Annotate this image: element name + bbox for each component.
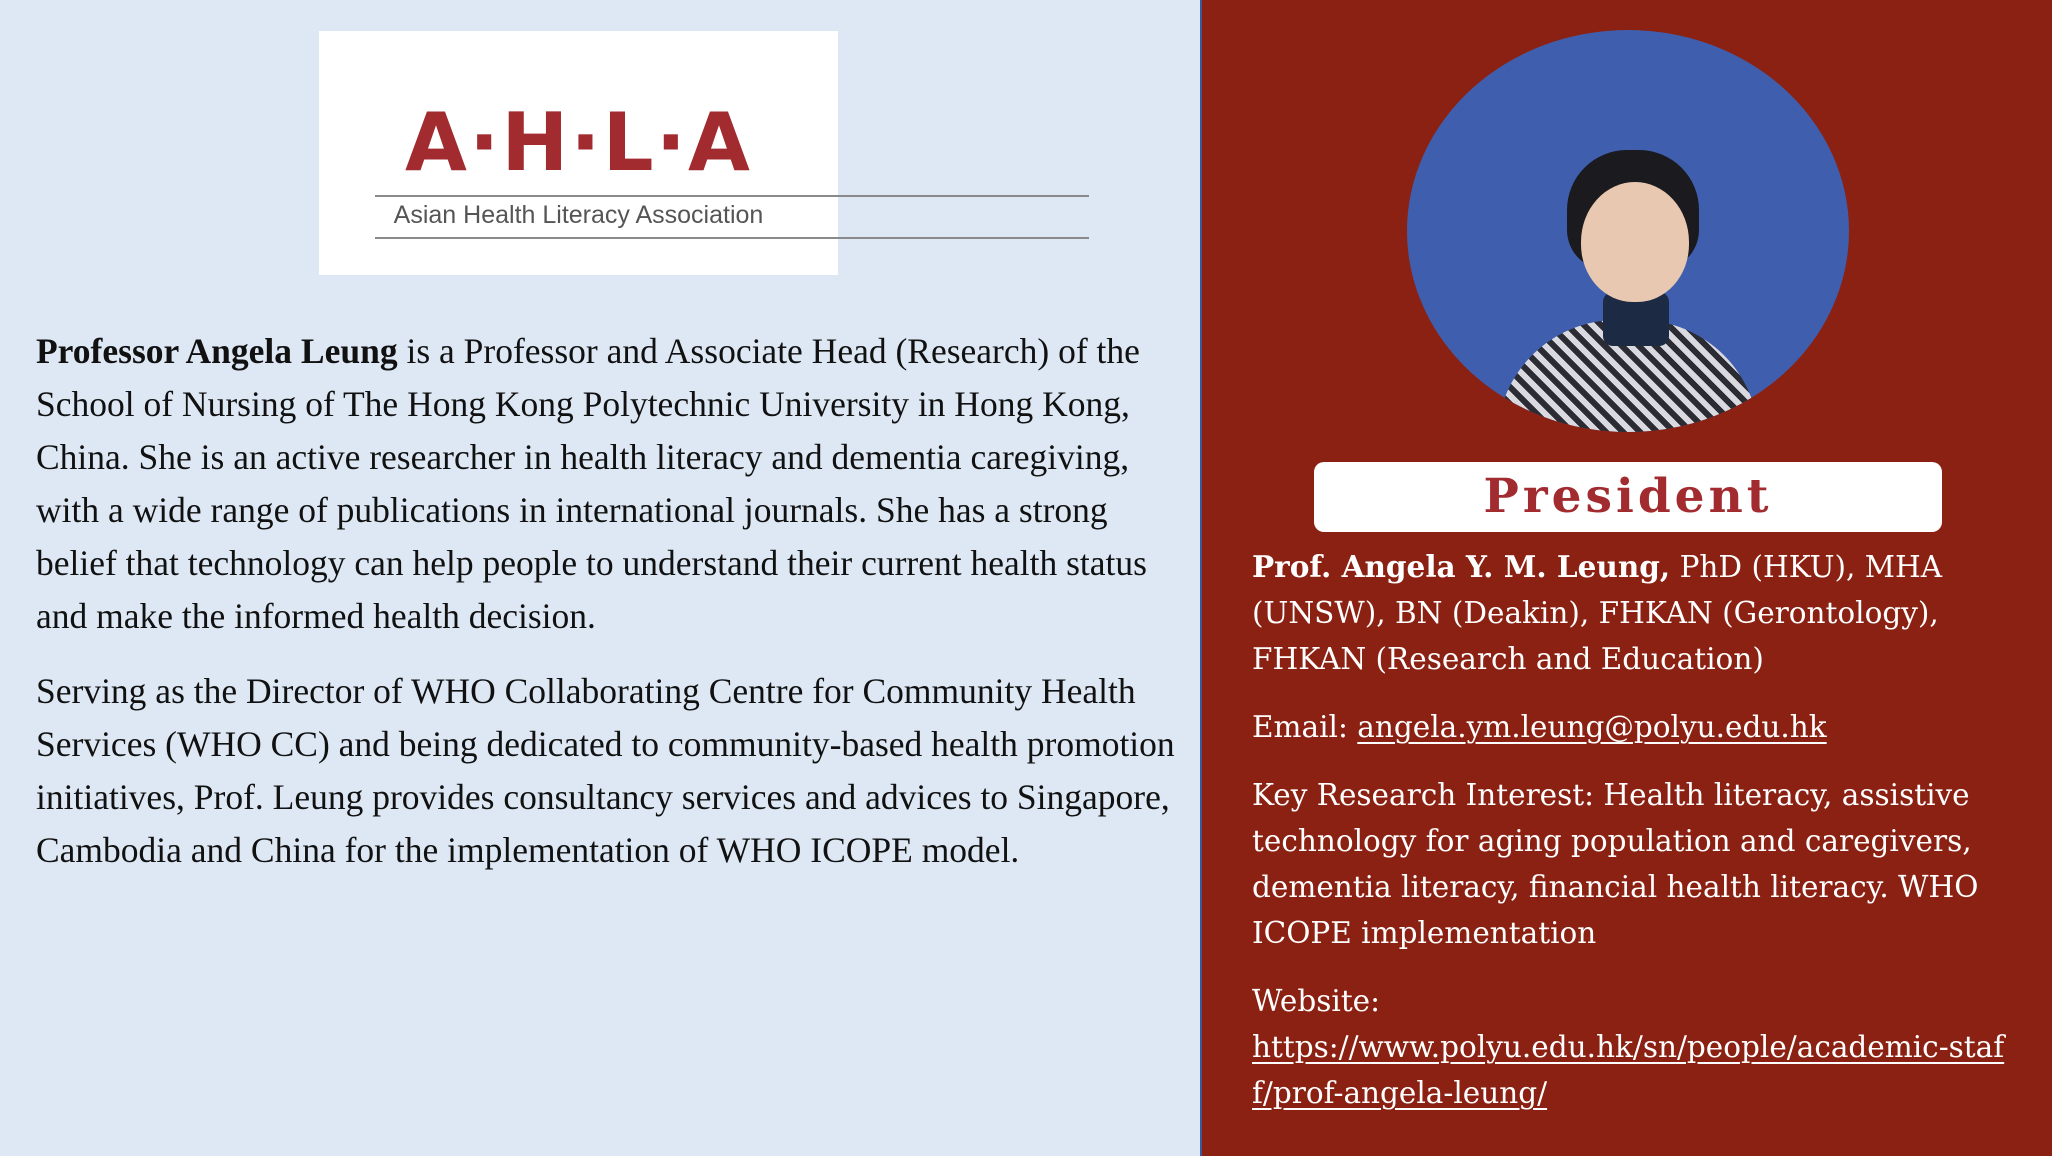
email-label: Email: — [1252, 710, 1358, 744]
ahla-logo — [319, 31, 838, 275]
profile-photo — [1407, 30, 1849, 432]
website-link[interactable]: https://www.polyu.edu.hk/sn/people/academic-staff/prof-angela-leung/ — [1252, 1030, 2005, 1110]
profile-credentials — [1252, 544, 2022, 682]
logo-letters: A·H·L·A — [405, 96, 752, 189]
profile-name: Prof. Angela Y. M. Leung, — [1252, 549, 1671, 584]
photo-face — [1581, 182, 1689, 302]
bio-paragraph-1-text: is a Professor and Associate Head (Research) of the School of Nursing of The Hong Kong Polytechnic University in Hong Kong, China. She is an active researcher in health literacy and dementia caregiving, with a wide range of publications in international journals. She has a strong belief that technology can help people to understand their current health status and make the informed health decision. — [36, 331, 1147, 636]
role-badge: President — [1314, 462, 1942, 532]
bio-paragraph-2: Serving as the Director of WHO Collaborating Centre for Community Health Services (WHO CC) and being dedicated to community-based health promotion initiatives, Prof. Leung provides consultancy services and advices to Singapore, Cambodia and China for the implementation of WHO ICOPE model. — [36, 671, 1175, 870]
bio-text — [36, 325, 1176, 899]
email-link[interactable]: angela.ym.leung@polyu.edu.hk — [1357, 710, 1827, 744]
logo-subtitle: Asian Health Literacy Association — [393, 201, 764, 229]
email-line — [1252, 704, 2022, 750]
logo-rule-top — [375, 195, 1089, 197]
research-interest: Key Research Interest: Health literacy, assistive technology for aging population and caregivers, dementia literacy, financial health literacy. WHO ICOPE implementation — [1252, 778, 1979, 950]
bio-paragraph-1 — [36, 325, 1176, 643]
logo-rule-bottom — [375, 237, 1089, 239]
website-line — [1252, 978, 2022, 1116]
profile-info — [1252, 544, 2022, 1138]
website-label: Website: — [1252, 984, 1381, 1018]
bio-name: Professor Angela Leung — [36, 331, 398, 371]
profile-credentials-text: PhD (HKU), MHA (UNSW), BN (Deakin), FHKAN (Gerontology), FHKAN (Research and Education) — [1252, 550, 1943, 676]
